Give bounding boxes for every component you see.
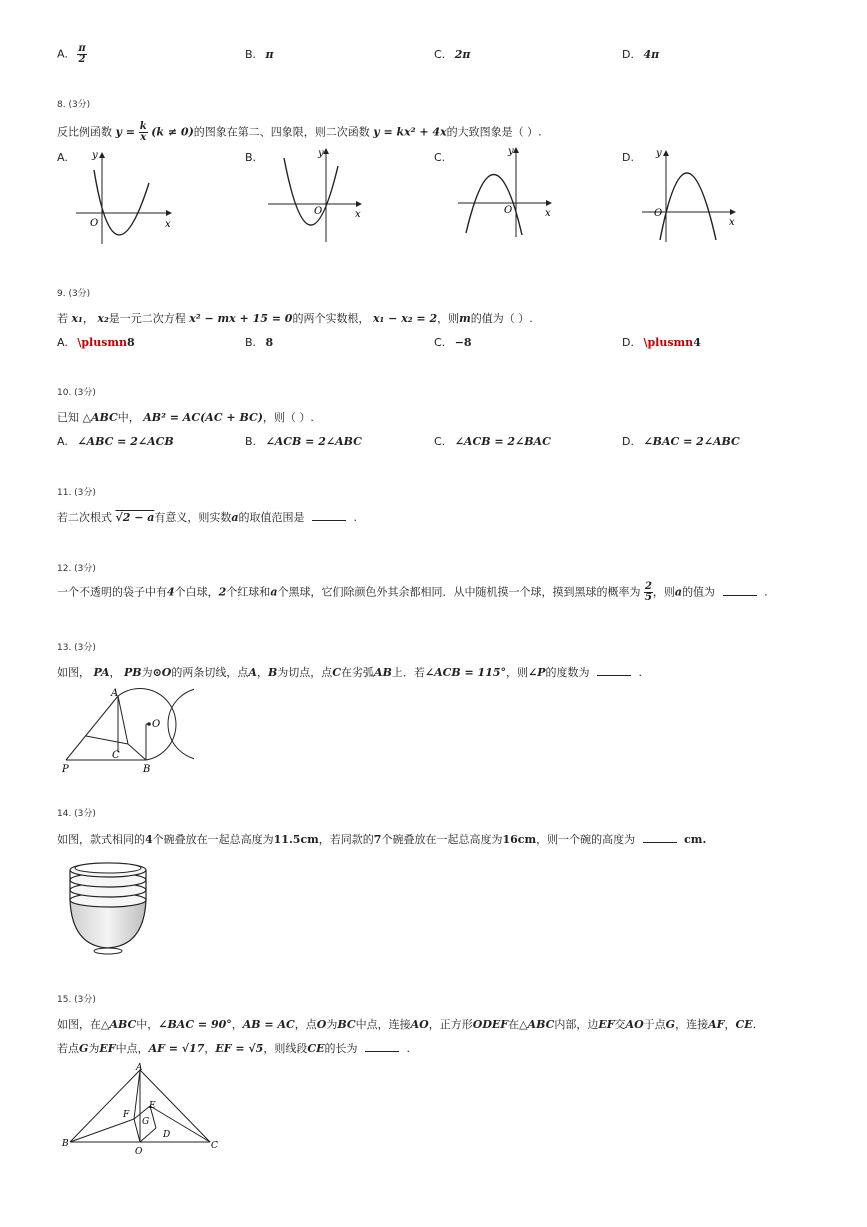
svg-text:y: y xyxy=(92,150,98,161)
q8-graph-d xyxy=(638,146,742,244)
q10-option-c: C. ∠ACB = 2∠BAC xyxy=(434,435,551,448)
svg-text:x: x xyxy=(165,219,171,230)
question-number: 14. (3分) xyxy=(57,809,96,819)
svg-text:C: C xyxy=(211,1141,218,1151)
q9-option-b: B. 8 xyxy=(245,336,274,349)
q7-option-b: B. π xyxy=(245,48,274,61)
answer-blank xyxy=(723,594,757,596)
svg-text:O: O xyxy=(314,206,323,217)
svg-text:C: C xyxy=(112,750,120,761)
q8-graph-a xyxy=(74,148,178,246)
svg-text:O: O xyxy=(504,205,513,216)
svg-text:A: A xyxy=(136,1063,143,1073)
q15-figure xyxy=(60,1062,230,1158)
q8-option-b-label: B. xyxy=(245,151,257,164)
q8-option-c-label: C. xyxy=(434,151,446,164)
svg-text:O: O xyxy=(152,719,161,730)
q10-option-b: B. ∠ACB = 2∠ABC xyxy=(245,435,362,448)
svg-text:y: y xyxy=(656,148,662,159)
answer-blank xyxy=(365,1050,399,1052)
q12-stem: 一个不透明的袋子中有4个白球，2个红球和a个黑球，它们除颜色外其余都相同．从中随机摸一个球，摸到黑球的概率为 $\frac{2}{5}$ ，则a的值为 . xyxy=(57,581,768,603)
fraction: $\frac{2}{5}$ xyxy=(644,581,652,603)
option-label: A. xyxy=(57,47,68,61)
q9-option-a: A. \plusmn8 xyxy=(57,336,135,349)
svg-text:G: G xyxy=(142,1117,150,1127)
q7-option-d: D. 4π xyxy=(622,48,660,61)
svg-text:B: B xyxy=(143,764,151,775)
q10-option-a: A. ∠ABC = 2∠ACB xyxy=(57,435,174,448)
q7-option-c: C. 2π xyxy=(434,48,471,61)
fraction: $\frac{k}{x}$ xyxy=(139,121,147,143)
svg-text:A: A xyxy=(111,688,119,699)
svg-text:E: E xyxy=(149,1101,156,1111)
q14-bowl-stack-figure xyxy=(64,852,154,956)
q10-option-d: D. ∠BAC = 2∠ABC xyxy=(622,435,740,448)
q9-stem: 若 x₁， x₂是一元二次方程 x² − mx + 15 = 0的两个实数根， x₁ − x₂ = 2，则m的值为（ ）. xyxy=(57,312,533,325)
question-number: 9. (3分) xyxy=(57,289,91,299)
svg-text:B: B xyxy=(62,1139,69,1149)
q10-stem: 已知 △ABC中， AB² = AC(AC + BC)，则（ ）. xyxy=(57,411,314,424)
q9-option-c: C. −8 xyxy=(434,336,472,349)
svg-text:O: O xyxy=(90,218,99,229)
answer-blank xyxy=(643,841,677,843)
svg-text:x: x xyxy=(545,208,551,219)
question-number: 15. (3分) xyxy=(57,995,96,1005)
svg-text:x: x xyxy=(355,209,361,220)
answer-blank xyxy=(597,674,631,676)
svg-text:y: y xyxy=(318,148,324,159)
svg-text:P: P xyxy=(62,764,69,775)
fraction: $\frac{\pi}{2}$ xyxy=(78,43,86,65)
svg-text:O: O xyxy=(654,208,663,219)
q14-stem: 如图，款式相同的4个碗叠放在一起总高度为11.5cm，若同款的7个碗叠放在一起总高度为16cm，则一个碗的高度为 cm. xyxy=(57,833,707,846)
q15-stem-line2: 若点G为EF中点，AF = √17，EF = √5，则线段CE的长为 . xyxy=(57,1042,410,1055)
svg-text:y: y xyxy=(508,146,514,157)
q8-stem: 反比例函数 y = $\frac{k}{x}$ (k ≠ 0)的图象在第二、四象限，则二次函数 y = kx² + 4x的大致图象是（ ）. xyxy=(57,121,542,143)
question-number: 11. (3分) xyxy=(57,488,96,498)
q11-stem: 若二次根式 √2 − a有意义，则实数a的取值范围是 . xyxy=(57,511,358,524)
q7-option-a xyxy=(57,44,87,65)
svg-text:x: x xyxy=(729,217,735,228)
q13-stem: 如图， PA， PB为⊙O的两条切线，点A，B为切点，点C在劣弧AB上．若∠ACB = 115°，则∠P的度数为 . xyxy=(57,666,643,679)
question-number: 8. (3分) xyxy=(57,100,91,110)
svg-text:F: F xyxy=(123,1110,130,1120)
q13-figure xyxy=(58,686,194,776)
q15-stem-line1: 如图，在△ABC中，∠BAC = 90°，AB = AC，点O为BC中点，连接AO，正方形ODEF在△ABC内部，边EF交AO于点G，连接AF，CE. xyxy=(57,1018,757,1031)
q8-graph-b xyxy=(264,146,368,244)
q9-option-d: D. \plusmn4 xyxy=(622,336,701,349)
answer-blank xyxy=(312,519,346,521)
q8-graph-c xyxy=(454,145,558,243)
q8-option-a-label: A. xyxy=(57,151,68,164)
svg-text:D: D xyxy=(163,1130,171,1140)
question-number: 12. (3分) xyxy=(57,564,96,574)
q8-option-d-label: D. xyxy=(622,151,634,164)
question-number: 10. (3分) xyxy=(57,388,96,398)
question-number: 13. (3分) xyxy=(57,643,96,653)
svg-text:O: O xyxy=(135,1147,143,1157)
